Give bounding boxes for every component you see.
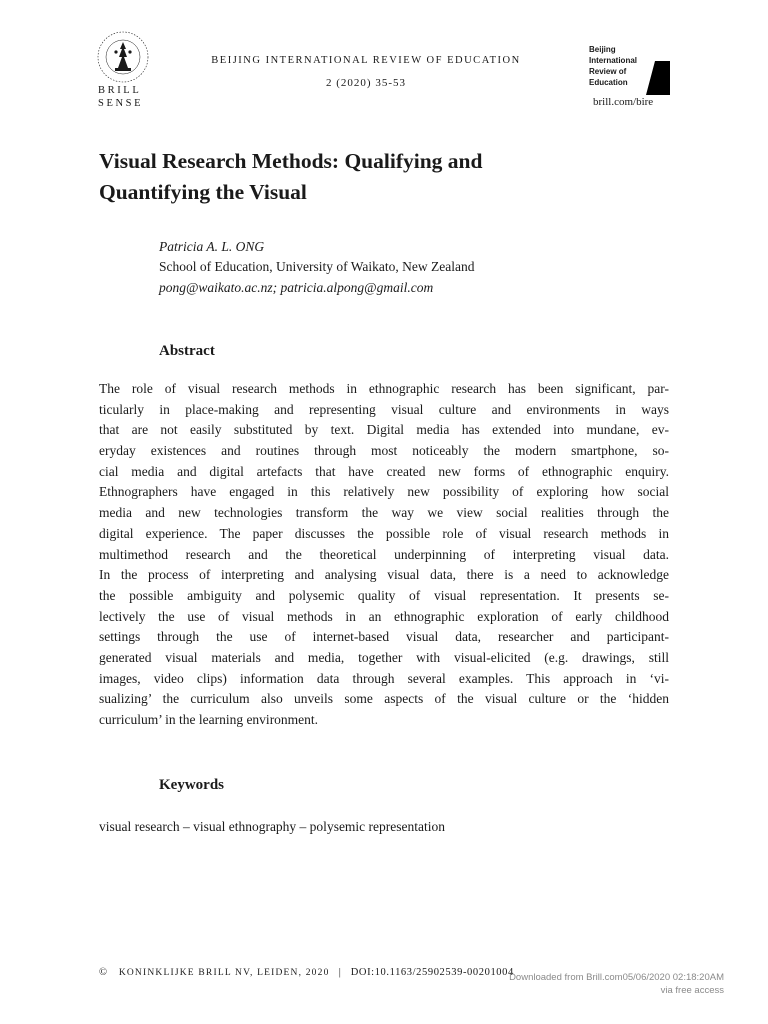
brill-seal-icon	[96, 30, 150, 84]
abstract-line: media and new technologies transform the way we view social realities through the	[99, 505, 669, 521]
badge-line: Beijing	[589, 45, 616, 54]
abstract-line: images, video clips) information data through several examples. This approach in ‘vi-	[99, 670, 669, 686]
abstract-line: ticularly in place-making and representing visual culture and environments in ways	[99, 401, 669, 417]
author-email: pong@waikato.ac.nz; patricia.alpong@gmail.com	[159, 280, 434, 295]
author-affiliation: School of Education, University of Waikato, New Zealand	[159, 259, 475, 274]
publisher-credit: KONINKLIJKE BRILL NV, LEIDEN, 2020	[118, 968, 330, 978]
journal-issue: 2 (2020) 35-53	[326, 77, 406, 89]
abstract-line: multimethod research and the theoretical underpinning of interpreting visual data.	[99, 546, 669, 562]
article-title	[99, 146, 619, 208]
author-name: Patricia A. L. ONG	[159, 239, 265, 254]
abstract-line: Ethnographers have engaged in this relatively new possibility of exploring how social	[99, 484, 669, 500]
keywords-heading: Keywords	[159, 777, 224, 793]
abstract-line: The role of visual research methods in ethnographic research has been significant, par-	[99, 381, 669, 396]
access-line: via free access	[660, 985, 724, 996]
abstract-line: eryday existences and routines through most noticeably the modern smartphone, so-	[99, 443, 669, 459]
badge-line: Review of	[589, 67, 627, 76]
title-line: Visual Research Methods: Qualifying and	[99, 149, 483, 173]
copyright-symbol: ©	[99, 967, 108, 978]
journal-badge-text	[589, 44, 649, 88]
abstract-line: generated visual materials and media, together with visual-elicited (e.g. drawings, still	[99, 649, 669, 665]
download-line: Downloaded from Brill.com05/06/2020 02:18:20AM	[509, 972, 724, 983]
abstract-line: settings through the use of internet-based visual data, researcher and participant-	[99, 629, 669, 645]
badge-line: International	[589, 56, 638, 65]
abstract-line: the possible ambiguity and polysemic quality of visual representation. It presents se-	[99, 587, 669, 603]
brill-sense-logo	[92, 30, 152, 114]
brill-wordmark: BRILL	[98, 85, 142, 96]
abstract-line: curriculum’ in the learning environment.	[99, 712, 319, 727]
doi-link[interactable]: DOI:10.1163/25902539-00201004	[350, 967, 514, 978]
journal-name: BEIJING INTERNATIONAL REVIEW OF EDUCATION	[211, 55, 521, 66]
journal-mark-icon	[646, 61, 670, 95]
abstract-line: In the process of interpreting and analysing visual data, there is a need to acknowledge	[99, 567, 669, 583]
download-watermark	[486, 971, 724, 997]
sense-wordmark: SENSE	[98, 98, 144, 109]
abstract-line: lectively the use of visual methods in an ethnographic exploration of early childhood	[99, 608, 669, 624]
journal-header	[150, 54, 582, 90]
abstract-heading: Abstract	[159, 343, 215, 359]
abstract-line: that are not easily substituted by text. Digital media has extended into mundane, ev-	[99, 422, 669, 438]
title-line: Quantifying the Visual	[99, 180, 307, 204]
footer-separator: |	[338, 967, 342, 978]
abstract-line: digital experience. The paper discusses the possible role of visual research methods in	[99, 525, 669, 541]
abstract-body	[99, 379, 669, 731]
abstract-line: cial media and digital artefacts that have created new forms of ethnographic enquiry.	[99, 463, 669, 479]
keywords-list: visual research – visual ethnography – polysemic representation	[99, 819, 446, 834]
badge-line: Education	[589, 78, 628, 87]
journal-url-link[interactable]: brill.com/bire	[593, 96, 654, 108]
page-footer	[99, 966, 514, 980]
abstract-line: sualizing’ the curriculum also unveils some aspects of the visual culture or the ‘hidden	[99, 691, 669, 707]
